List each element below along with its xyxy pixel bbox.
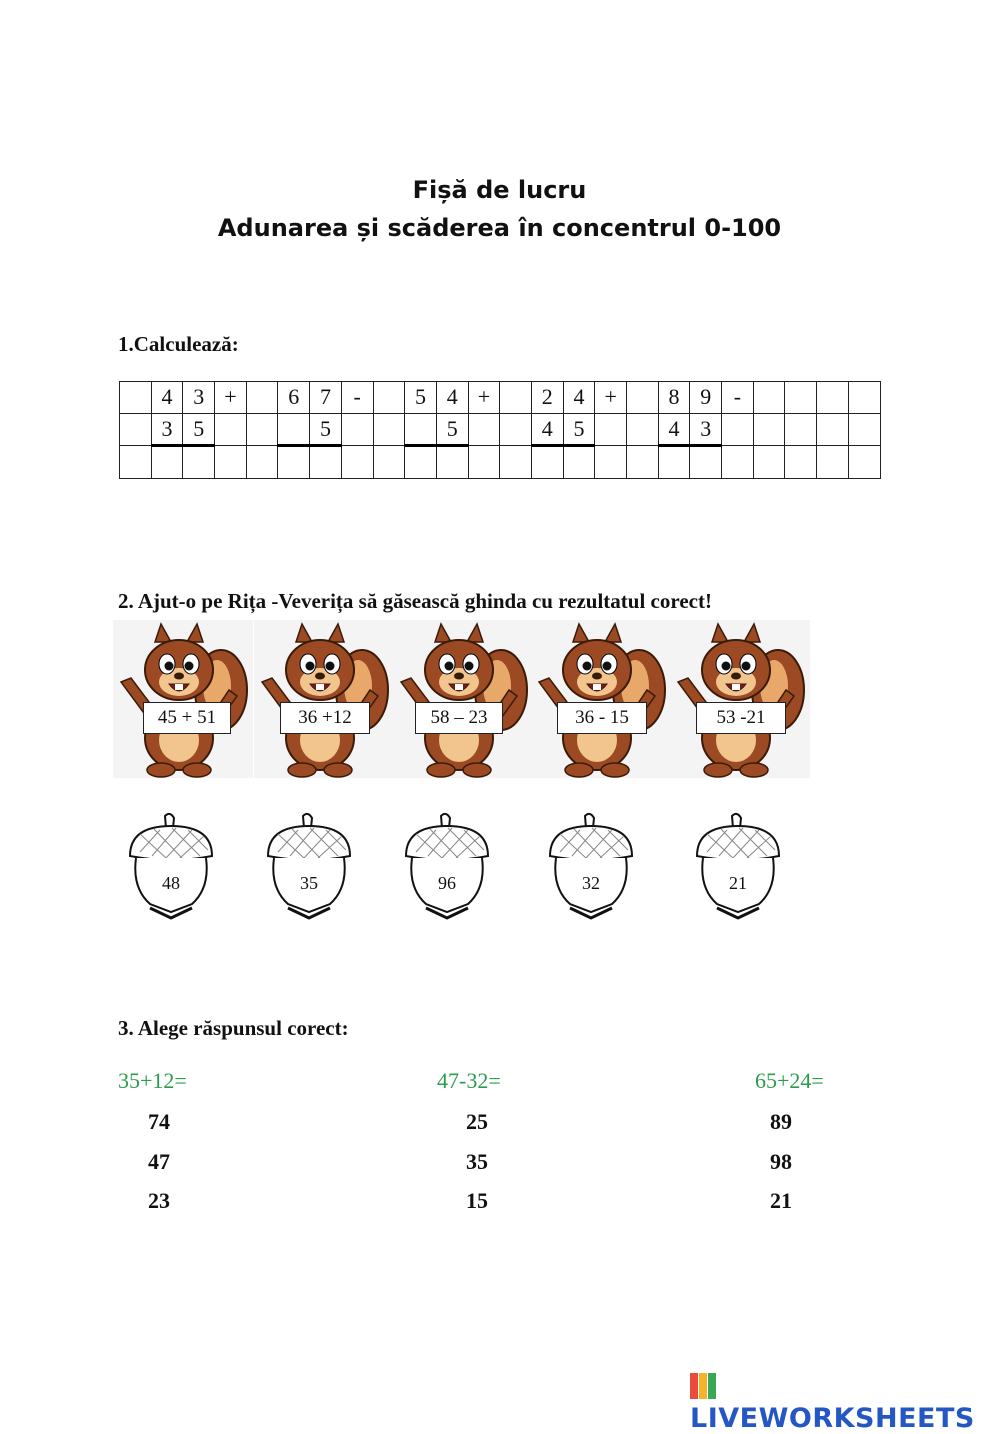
grid-cell: 4 xyxy=(151,382,183,414)
acorn-card[interactable] xyxy=(546,812,636,922)
grid-cell[interactable] xyxy=(341,446,373,479)
grid-cell: + xyxy=(595,382,627,414)
grid-cell[interactable] xyxy=(246,446,278,479)
grid-cell[interactable] xyxy=(215,446,247,479)
grid-cell xyxy=(500,413,532,446)
grid-cell xyxy=(120,413,152,446)
grid-cell[interactable] xyxy=(595,446,627,479)
grid-cell: 4 xyxy=(563,382,595,414)
grid-cell xyxy=(848,382,880,414)
acorn-icon xyxy=(693,812,783,922)
acorn-icon xyxy=(402,812,492,922)
grid-cell[interactable] xyxy=(183,446,215,479)
acorn-value: 32 xyxy=(582,873,600,893)
grid-cell: 5 xyxy=(563,413,595,446)
grid-cell xyxy=(278,413,310,446)
grid-cell: + xyxy=(468,382,500,414)
squirrel-icon xyxy=(254,620,394,778)
grid-cell xyxy=(341,413,373,446)
grid-cell xyxy=(753,413,785,446)
grid-cell[interactable] xyxy=(373,446,405,479)
grid-cell[interactable] xyxy=(310,446,342,479)
grid-cell: 2 xyxy=(531,382,563,414)
answer-option[interactable]: 35 xyxy=(466,1149,488,1174)
squirrel-card xyxy=(670,620,810,778)
grid-cell: 4 xyxy=(531,413,563,446)
grid-cell: 4 xyxy=(436,382,468,414)
question-expression: 65+24= xyxy=(755,1068,824,1093)
grid-cell xyxy=(373,413,405,446)
grid-cell xyxy=(785,382,817,414)
acorn-icon xyxy=(546,812,636,922)
section3-heading: 3. Alege răspunsul corect: xyxy=(118,1016,349,1040)
grid-cell: 5 xyxy=(436,413,468,446)
worksheet-subtitle: Adunarea și scăderea în concentrul 0-100 xyxy=(217,214,782,242)
grid-cell: 6 xyxy=(278,382,310,414)
grid-cell: 7 xyxy=(310,382,342,414)
grid-cell xyxy=(627,382,659,414)
grid-row xyxy=(120,413,881,446)
squirrel-icon xyxy=(531,620,671,778)
grid-cell xyxy=(468,413,500,446)
grid-cell: 3 xyxy=(151,413,183,446)
grid-cell xyxy=(817,382,849,414)
grid-cell: 4 xyxy=(658,413,690,446)
grid-cell xyxy=(246,382,278,414)
squirrel-card xyxy=(254,620,394,778)
grid-cell: 5 xyxy=(310,413,342,446)
grid-cell[interactable] xyxy=(468,446,500,479)
calculation-grid xyxy=(119,381,881,479)
grid-cell[interactable] xyxy=(817,446,849,479)
worksheet-title: Fișă de lucru xyxy=(412,176,587,204)
grid-cell xyxy=(785,413,817,446)
grid-cell[interactable] xyxy=(563,446,595,479)
squirrel-card xyxy=(393,620,533,778)
grid-cell: 9 xyxy=(690,382,722,414)
squirrel-expression: 58 – 23 xyxy=(415,702,503,734)
grid-cell[interactable] xyxy=(405,446,437,479)
squirrel-icon xyxy=(670,620,810,778)
answer-option[interactable]: 21 xyxy=(770,1188,792,1213)
grid-cell xyxy=(595,413,627,446)
grid-row xyxy=(120,446,881,479)
squirrel-icon xyxy=(113,620,253,778)
grid-cell xyxy=(627,413,659,446)
grid-cell: - xyxy=(722,382,754,414)
grid-cell[interactable] xyxy=(120,446,152,479)
acorn-icon xyxy=(264,812,354,922)
squirrel-expression: 53 -21 xyxy=(696,702,786,734)
answer-option[interactable]: 89 xyxy=(770,1109,792,1134)
grid-cell: - xyxy=(341,382,373,414)
grid-cell[interactable] xyxy=(753,446,785,479)
acorn-icon xyxy=(126,812,216,922)
grid-cell xyxy=(405,413,437,446)
grid-cell xyxy=(722,413,754,446)
answer-option[interactable]: 23 xyxy=(148,1188,170,1213)
grid-cell[interactable] xyxy=(722,446,754,479)
liveworksheets-logo-icon xyxy=(690,1373,716,1399)
brand-text: LIVEWORKSHEETS xyxy=(690,1403,975,1434)
grid-cell[interactable] xyxy=(278,446,310,479)
section2-heading: 2. Ajut-o pe Rița -Veverița să găsească ghinda cu rezultatul corect! xyxy=(118,589,712,613)
section1-heading: 1.Calculează: xyxy=(118,332,239,356)
grid-cell[interactable] xyxy=(658,446,690,479)
squirrel-icon xyxy=(393,620,533,778)
grid-cell[interactable] xyxy=(151,446,183,479)
grid-cell xyxy=(215,413,247,446)
question-expression: 47-32= xyxy=(437,1068,501,1093)
grid-cell[interactable] xyxy=(785,446,817,479)
squirrel-expression: 36 +12 xyxy=(280,702,370,734)
answer-option[interactable]: 25 xyxy=(466,1109,488,1134)
grid-cell[interactable] xyxy=(848,446,880,479)
answer-option[interactable]: 15 xyxy=(466,1188,488,1213)
grid-cell: 5 xyxy=(183,413,215,446)
grid-cell: 8 xyxy=(658,382,690,414)
acorn-card[interactable] xyxy=(126,812,216,922)
answer-option[interactable]: 98 xyxy=(770,1149,792,1174)
grid-cell xyxy=(373,382,405,414)
grid-cell[interactable] xyxy=(531,446,563,479)
grid-row xyxy=(120,382,881,414)
acorn-card[interactable] xyxy=(264,812,354,922)
grid-cell[interactable] xyxy=(436,446,468,479)
acorn-value: 48 xyxy=(162,873,180,893)
acorn-card[interactable] xyxy=(693,812,783,922)
grid-cell xyxy=(120,382,152,414)
grid-cell[interactable] xyxy=(627,446,659,479)
grid-cell[interactable] xyxy=(690,446,722,479)
squirrel-row xyxy=(113,620,813,778)
grid-cell xyxy=(848,413,880,446)
squirrel-expression: 45 + 51 xyxy=(143,702,231,734)
grid-cell xyxy=(500,382,532,414)
squirrel-card xyxy=(113,620,253,778)
question-expression: 35+12= xyxy=(118,1068,187,1093)
acorn-card[interactable] xyxy=(402,812,492,922)
acorn-value: 21 xyxy=(729,873,747,893)
grid-cell xyxy=(817,413,849,446)
liveworksheets-brand xyxy=(690,1372,999,1434)
grid-cell[interactable] xyxy=(500,446,532,479)
grid-cell: + xyxy=(215,382,247,414)
grid-cell: 3 xyxy=(690,413,722,446)
acorn-value: 96 xyxy=(438,873,456,893)
squirrel-card xyxy=(531,620,671,778)
grid-cell xyxy=(246,413,278,446)
answer-option[interactable]: 47 xyxy=(148,1149,170,1174)
grid-cell: 5 xyxy=(405,382,437,414)
grid-cell xyxy=(753,382,785,414)
grid-cell: 3 xyxy=(183,382,215,414)
answer-option[interactable]: 74 xyxy=(148,1109,170,1134)
acorn-value: 35 xyxy=(300,873,318,893)
squirrel-expression: 36 - 15 xyxy=(557,702,647,734)
